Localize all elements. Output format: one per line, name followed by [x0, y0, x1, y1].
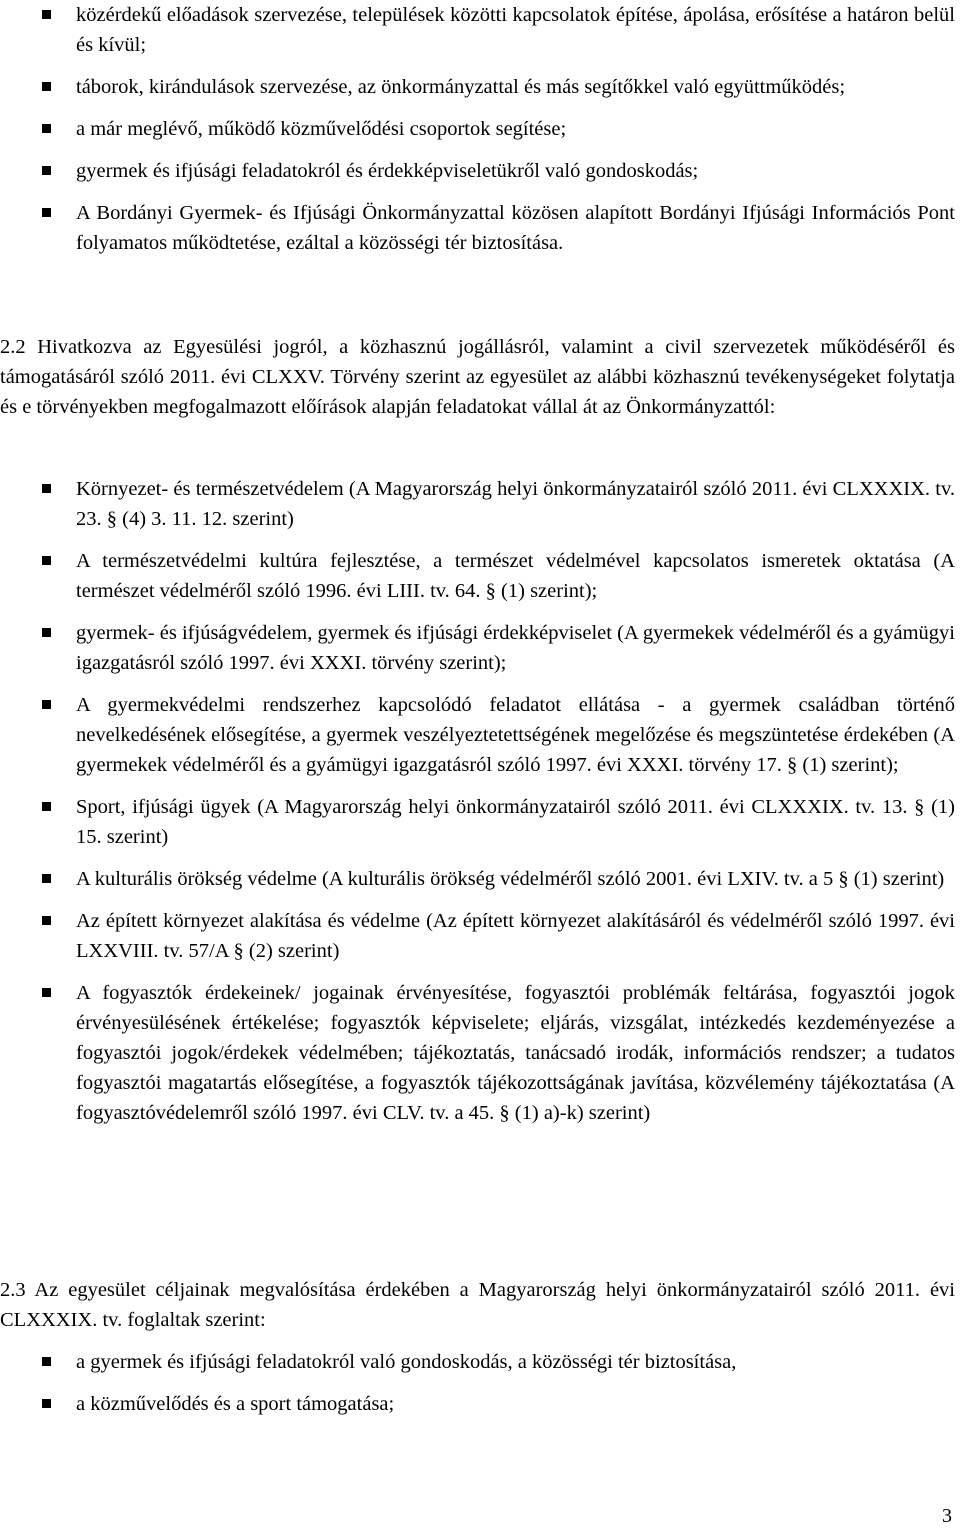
list-item-text: A Bordányi Gyermek- és Ifjúsági Önkormányzattal közösen alapított Bordányi Ifjúsági Információs Pont folyamatos működtetése, ezáltal a közösségi tér biztosítása. — [76, 202, 955, 254]
goals-list — [0, 1347, 960, 1419]
square-bullet-icon — [42, 208, 51, 217]
list-item-text: közérdekű előadások szervezése, települések közötti kapcsolatok építése, ápolása, erősítése a határon belül és kívül; — [76, 4, 955, 56]
list-item-text: A gyermekvédelmi rendszerhez kapcsolódó feladatot ellátása - a gyermek családban történő nevelkedésének elősegítése, a gyermek veszélyeztetettségének megelőzése és megszüntetése érdekében (A gyermekek védelméről és a gyámügyi igazgatásról szóló 1997. évi XXXI. törvény 17. § (1) szerint); — [76, 694, 955, 776]
list-item-text: Környezet- és természetvédelem (A Magyarország helyi önkormányzatairól szóló 2011. évi CLXXXIX. tv. 23. § (4) 3. 11. 12. szerint) — [76, 478, 955, 530]
list-item-text: a közművelődés és a sport támogatása; — [76, 1393, 395, 1415]
square-bullet-icon — [42, 82, 51, 91]
list-item — [0, 156, 960, 186]
list-item — [0, 546, 960, 606]
list-item — [0, 1389, 960, 1419]
list-item-text: A fogyasztók érdekeinek/ jogainak érvényesítése, fogyasztói problémák feltárása, fogyasztói jogok érvényesülésének értékelése; fogyasztók képviselete; eljárás, vizsgálat, intézkedés kezdeményezése a fogyasztói jogok/érdekek védelmében; tájékoztatás, tanácsadó irodák, információs rendszer; a tudatos fogyasztói magatartás elősegítése, a fogyasztók tájékozottságának javítása, közvélemény tájékoztatása (A fogyasztóvédelemről szóló 1997. évi CLV. tv. a 45. § (1) a)-k) szerint) — [76, 982, 955, 1124]
square-bullet-icon — [42, 628, 51, 637]
list-item — [0, 72, 960, 102]
list-item-text: A természetvédelmi kultúra fejlesztése, a természet védelmével kapcsolatos ismeretek oktatása (A természet védelméről szóló 1996. évi LIII. tv. 64. § (1) szerint); — [76, 550, 955, 602]
activity-list-1 — [0, 0, 960, 258]
section-2-2-paragraph: 2.2 Hivatkozva az Egyesülési jogról, a közhasznú jogállásról, valamint a civil szervezetek működéséről és támogatásáról szóló 2011. évi CLXXV. Törvény szerint az egyesület az alábbi közhasznú tevékenységeket folytatja és e törvényekben megfogalmazott előírások alapján feladatokat vállal át az Önkormányzattól: — [0, 336, 955, 418]
list-item — [0, 978, 960, 1128]
list-item — [0, 792, 960, 852]
square-bullet-icon — [42, 874, 51, 883]
square-bullet-icon — [42, 166, 51, 175]
public-benefit-activities-list — [0, 474, 960, 1128]
square-bullet-icon — [42, 916, 51, 925]
list-item — [0, 1347, 960, 1377]
list-item — [0, 618, 960, 678]
list-item-text: táborok, kirándulások szervezése, az önkormányzattal és más segítőkkel való együttműködés; — [76, 76, 846, 98]
square-bullet-icon — [42, 556, 51, 565]
list-item — [0, 114, 960, 144]
square-bullet-icon — [42, 802, 51, 811]
list-item-text: gyermek- és ifjúságvédelem, gyermek és ifjúsági érdekképviselet (A gyermekek védelméről és a gyámügyi igazgatásról szóló 1997. évi XXXI. törvény szerint); — [76, 622, 955, 674]
list-item-text: a gyermek és ifjúsági feladatokról való gondoskodás, a közösségi tér biztosítása, — [76, 1351, 737, 1373]
list-item-text: Sport, ifjúsági ügyek (A Magyarország helyi önkormányzatairól szóló 2011. évi CLXXXIX. tv. 13. § (1) 15. szerint) — [76, 796, 955, 848]
square-bullet-icon — [42, 1357, 51, 1366]
list-item — [0, 198, 960, 258]
square-bullet-icon — [42, 988, 51, 997]
square-bullet-icon — [42, 10, 51, 19]
section-2-3-paragraph: 2.3 Az egyesület céljainak megvalósítása érdekében a Magyarország helyi önkormányzatairól szóló 2011. évi CLXXXIX. tv. foglaltak szerint: — [0, 1279, 955, 1331]
list-item — [0, 690, 960, 780]
list-item — [0, 474, 960, 534]
list-item — [0, 864, 960, 894]
square-bullet-icon — [42, 484, 51, 493]
list-item — [0, 906, 960, 966]
list-item-text: A kulturális örökség védelme (A kulturális örökség védelméről szóló 2001. évi LXIV. tv. a 5 § (1) szerint) — [76, 868, 945, 890]
square-bullet-icon — [42, 124, 51, 133]
list-item-text: Az épített környezet alakítása és védelme (Az épített környezet alakításáról és védelméről szóló 1997. évi LXXVIII. tv. 57/A § (2) szerint) — [76, 910, 955, 962]
page-number: 3 — [942, 1505, 952, 1527]
list-item-text: gyermek és ifjúsági feladatokról és érdekképviseletükről való gondoskodás; — [76, 160, 699, 182]
list-item — [0, 0, 960, 60]
square-bullet-icon — [42, 700, 51, 709]
square-bullet-icon — [42, 1399, 51, 1408]
list-item-text: a már meglévő, működő közművelődési csoportok segítése; — [76, 118, 567, 140]
